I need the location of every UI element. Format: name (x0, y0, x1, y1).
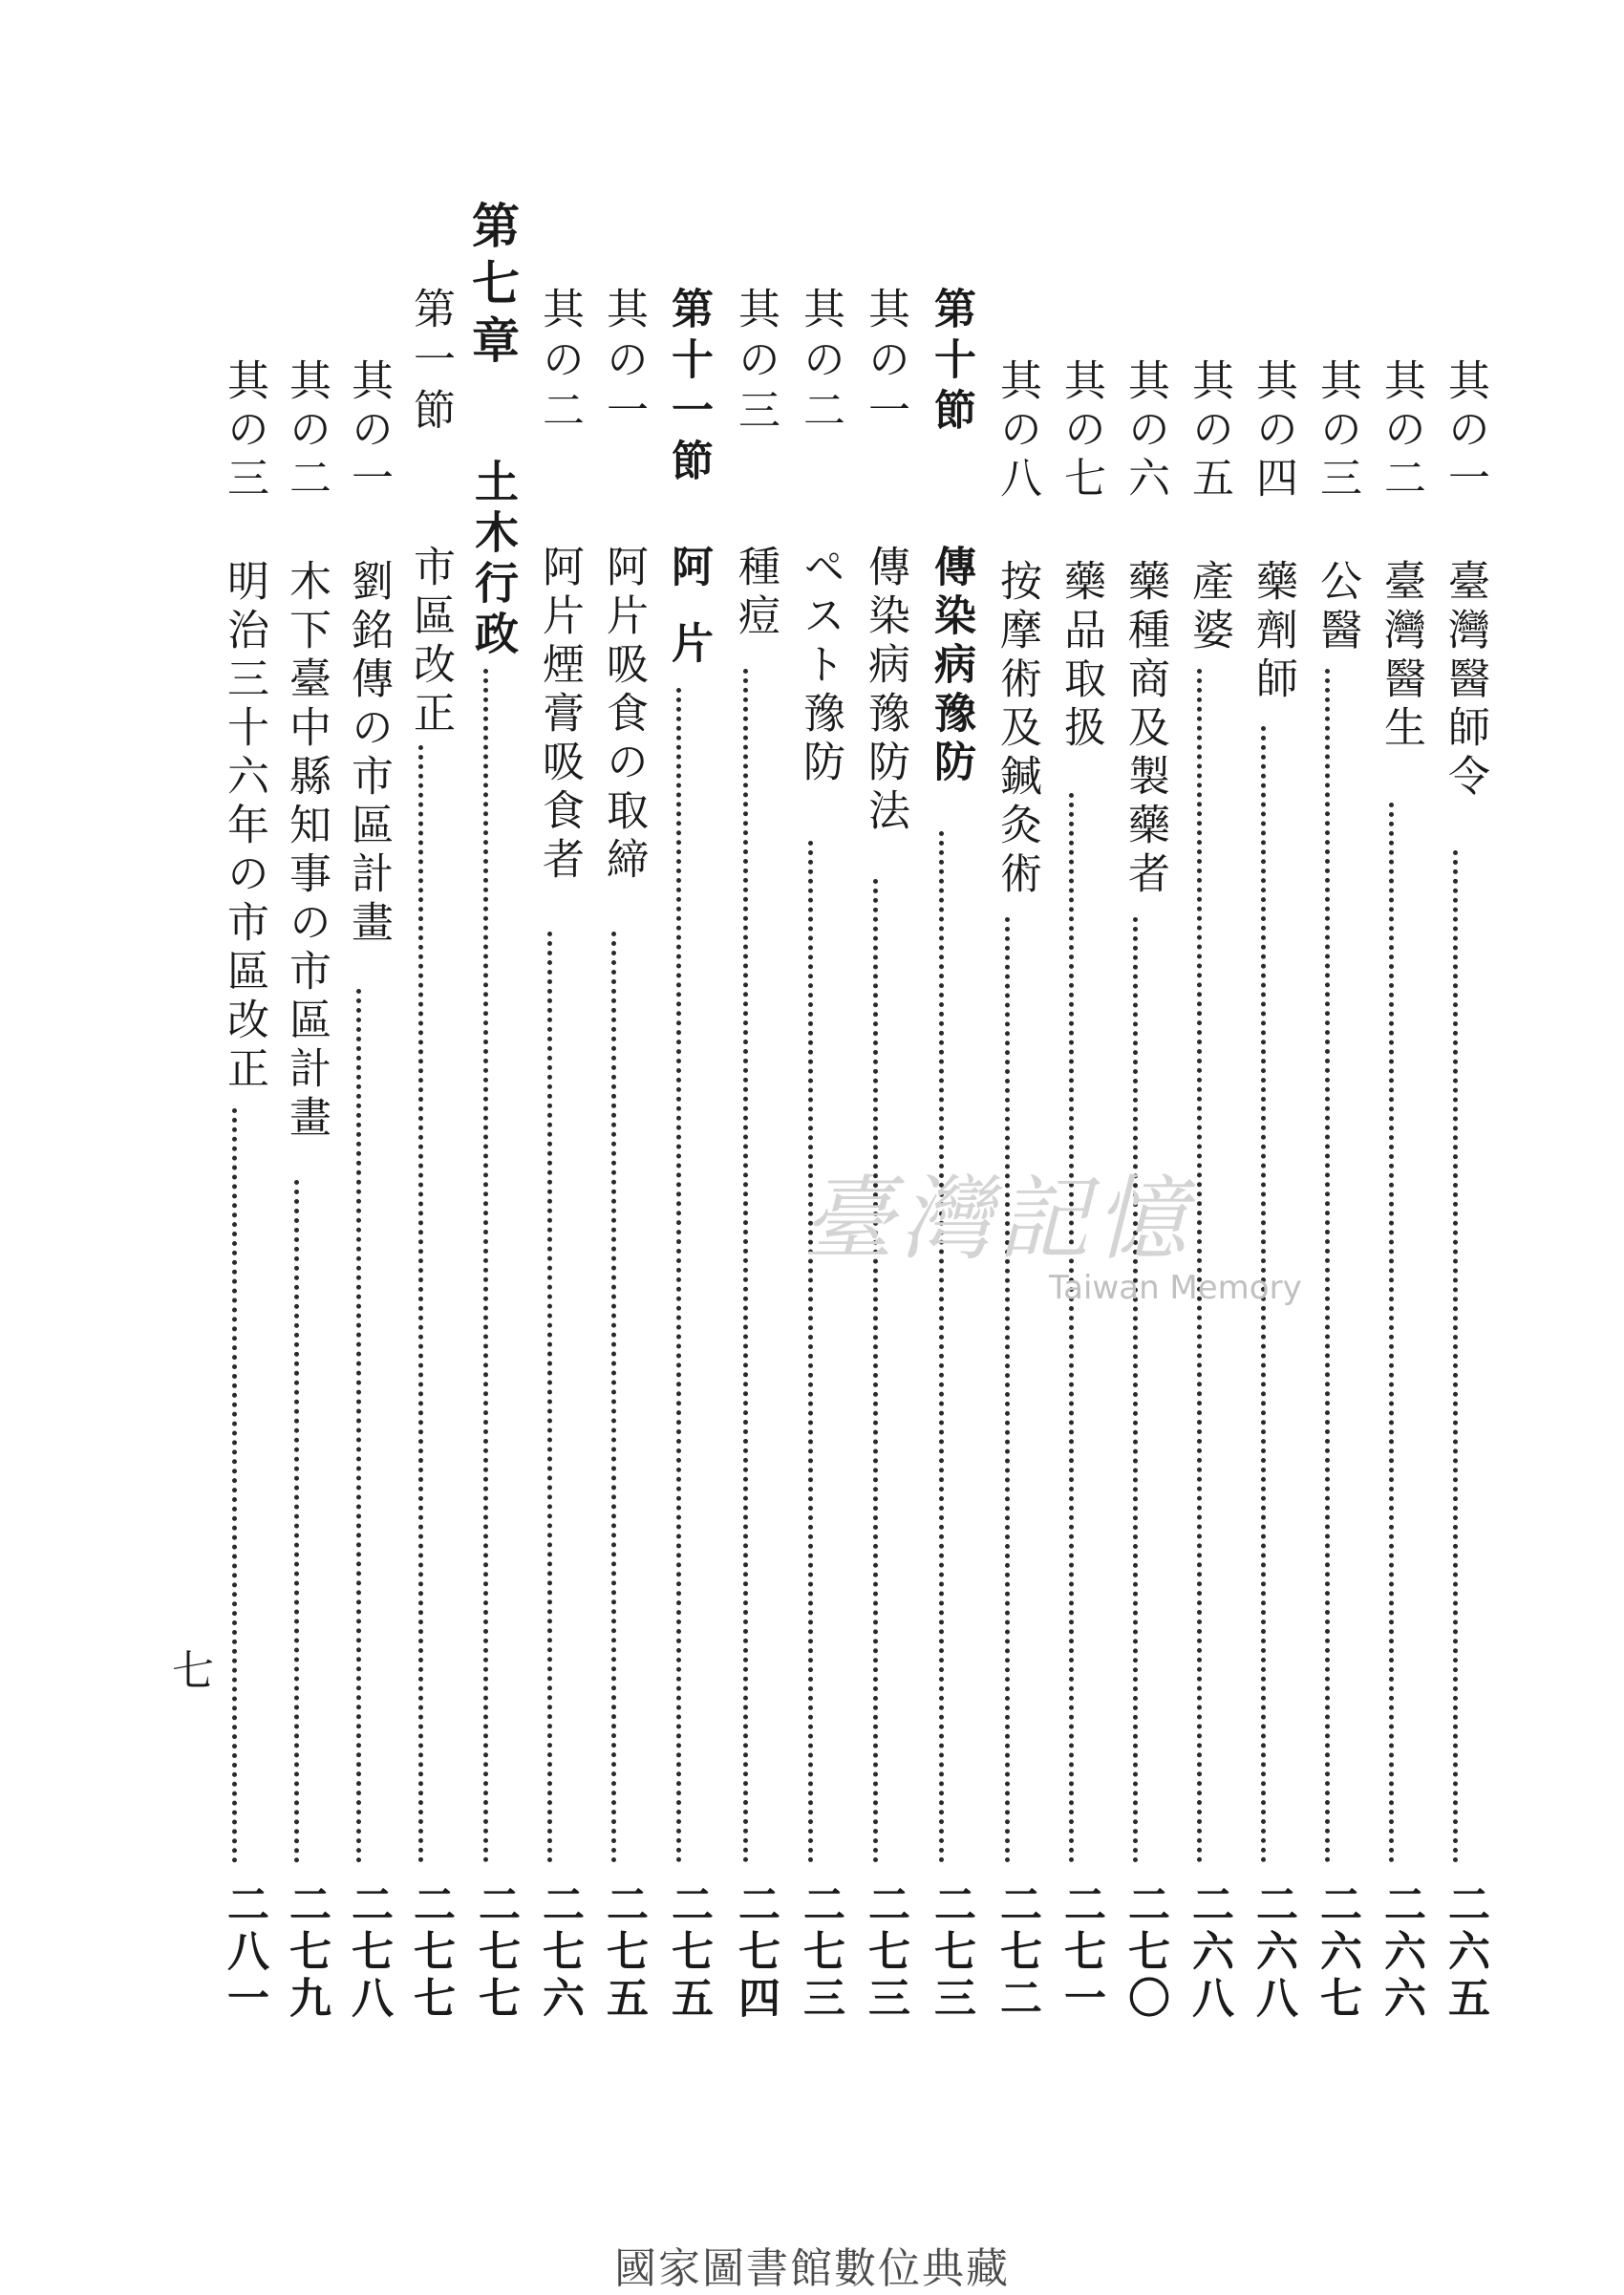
toc-entry (1234, 0, 1297, 2293)
toc-entry (716, 0, 780, 2293)
leader-dots (483, 669, 488, 1863)
entry-title: 藥品取扱 (1057, 559, 1105, 754)
section-title: 傳染病豫防 (927, 545, 975, 788)
leader-dots (743, 669, 748, 1863)
footer-credit: 國家圖書館數位典藏 (614, 2244, 1010, 2293)
leader-dots (808, 841, 813, 1863)
entry-page-number: 二七三 (796, 1882, 844, 2023)
leader-dots (1197, 669, 1202, 1863)
toc-section-entry (392, 0, 455, 2293)
entry-page-number: 二六六 (1377, 1882, 1425, 2023)
leader-dots (232, 1108, 237, 1863)
leader-dots (939, 831, 944, 1863)
leader-dots (676, 688, 681, 1863)
entry-title: 臺灣醫生 (1377, 559, 1425, 754)
entry-page-number: 二七二 (993, 1882, 1041, 2023)
entry-page-number: 二七六 (535, 1882, 584, 2023)
entry-prefix: 其の三 (220, 358, 268, 504)
entry-title: ペスト豫防 (796, 545, 844, 788)
toc-entry (521, 0, 584, 2293)
section-title: 阿片 (664, 545, 713, 697)
toc-entry (205, 0, 268, 2293)
section-title: 市區改正 (406, 545, 455, 740)
leader-dots (1453, 850, 1458, 1863)
entry-title: 產婆 (1185, 559, 1233, 656)
entry-prefix: 其の一 (344, 358, 393, 504)
entry-title: 阿片吸食の取締 (599, 545, 648, 886)
toc-section-entry (912, 0, 975, 2293)
entry-page-number: 二七三 (927, 1882, 975, 2023)
leader-dots (1325, 669, 1330, 1863)
leader-dots (418, 745, 423, 1863)
entry-prefix: 其の三 (1313, 358, 1361, 504)
toc-entry (267, 0, 331, 2293)
entry-prefix: 其の三 (731, 287, 780, 439)
toc-entry (585, 0, 648, 2293)
leader-dots (873, 879, 878, 1863)
entry-prefix: 其の七 (1057, 358, 1105, 504)
entry-page-number: 二七三 (861, 1882, 909, 2023)
entry-page-number: 二八一 (220, 1882, 268, 2023)
leader-dots (1389, 803, 1394, 1863)
leader-dots (1005, 917, 1010, 1863)
entry-page-number: 二七七 (406, 1882, 455, 2023)
entry-title: 臺灣醫師令 (1441, 559, 1489, 803)
entry-page-number: 二六八 (1249, 1882, 1297, 2023)
toc-section-entry (650, 0, 713, 2293)
entry-title: 木下臺中縣知事の市區計畫 (282, 559, 331, 1144)
toc-entry (1298, 0, 1361, 2293)
toc-entry (330, 0, 393, 2293)
watermark-subtitle: Taiwan Memory (1049, 1269, 1302, 1307)
folio-page-number: 七 (164, 1648, 213, 1690)
entry-title: 按摩術及鍼灸術 (993, 559, 1041, 900)
toc-entry (1362, 0, 1425, 2293)
entry-title: 傳染病豫防法 (861, 545, 909, 837)
leader-dots (294, 1180, 299, 1863)
toc-entry (1170, 0, 1233, 2293)
leader-dots (1133, 917, 1138, 1863)
chapter-title: 土木行政 (468, 459, 520, 661)
section-prefix: 第十一節 (664, 287, 713, 489)
entry-prefix: 其の五 (1185, 358, 1233, 504)
leader-dots (1261, 726, 1266, 1863)
entry-title: 公醫 (1313, 559, 1361, 656)
entry-prefix: 其の一 (1441, 358, 1489, 504)
section-prefix: 第十節 (927, 287, 975, 439)
toc-chapter-entry (457, 0, 521, 2293)
entry-page-number: 二七一 (1057, 1882, 1105, 2023)
leader-dots (547, 932, 552, 1863)
entry-page-number: 二六七 (1313, 1882, 1361, 2023)
entry-page-number: 二六八 (1185, 1882, 1233, 2023)
entry-prefix: 其の四 (1249, 358, 1297, 504)
entry-page-number: 二七五 (664, 1882, 713, 2023)
toc-entry (978, 0, 1041, 2293)
entry-prefix: 其の二 (535, 287, 584, 439)
entry-page-number: 二七〇 (1121, 1882, 1169, 2023)
watermark-logo-text: 臺灣記憶 (802, 1166, 1192, 1273)
entry-title: 劉銘傳の市區計畫 (344, 559, 393, 949)
entry-prefix: 其の一 (861, 287, 909, 439)
toc-entry (1042, 0, 1105, 2293)
entry-title: 明治三十六年の市區改正 (220, 559, 268, 1095)
entry-prefix: 其の八 (993, 358, 1041, 504)
entry-title: 藥劑師 (1249, 559, 1297, 705)
entry-page-number: 二七四 (731, 1882, 780, 2023)
entry-title: 阿片煙膏吸食者 (535, 545, 584, 886)
leader-dots (356, 989, 361, 1863)
entry-page-number: 二七五 (599, 1882, 648, 2023)
toc-entry (1426, 0, 1489, 2293)
entry-prefix: 其の一 (599, 287, 648, 439)
leader-dots (1069, 793, 1074, 1863)
section-prefix: 第一節 (406, 287, 455, 439)
entry-title: 藥種商及製藥者 (1121, 559, 1169, 900)
chapter-prefix: 第七章 (464, 201, 521, 373)
entry-prefix: 其の二 (796, 287, 844, 439)
toc-entry (781, 0, 844, 2293)
entry-title: 種痘 (731, 545, 780, 642)
entry-page-number: 二六五 (1441, 1882, 1489, 2023)
entry-prefix: 其の二 (282, 358, 331, 504)
entry-page-number: 二七九 (282, 1882, 331, 2023)
toc-entry (846, 0, 909, 2293)
entry-page-number: 二七七 (471, 1882, 520, 2023)
entry-page-number: 二七八 (344, 1882, 393, 2023)
entry-prefix: 其の二 (1377, 358, 1425, 504)
leader-dots (611, 932, 616, 1863)
entry-prefix: 其の六 (1121, 358, 1169, 504)
toc-entry (1106, 0, 1169, 2293)
